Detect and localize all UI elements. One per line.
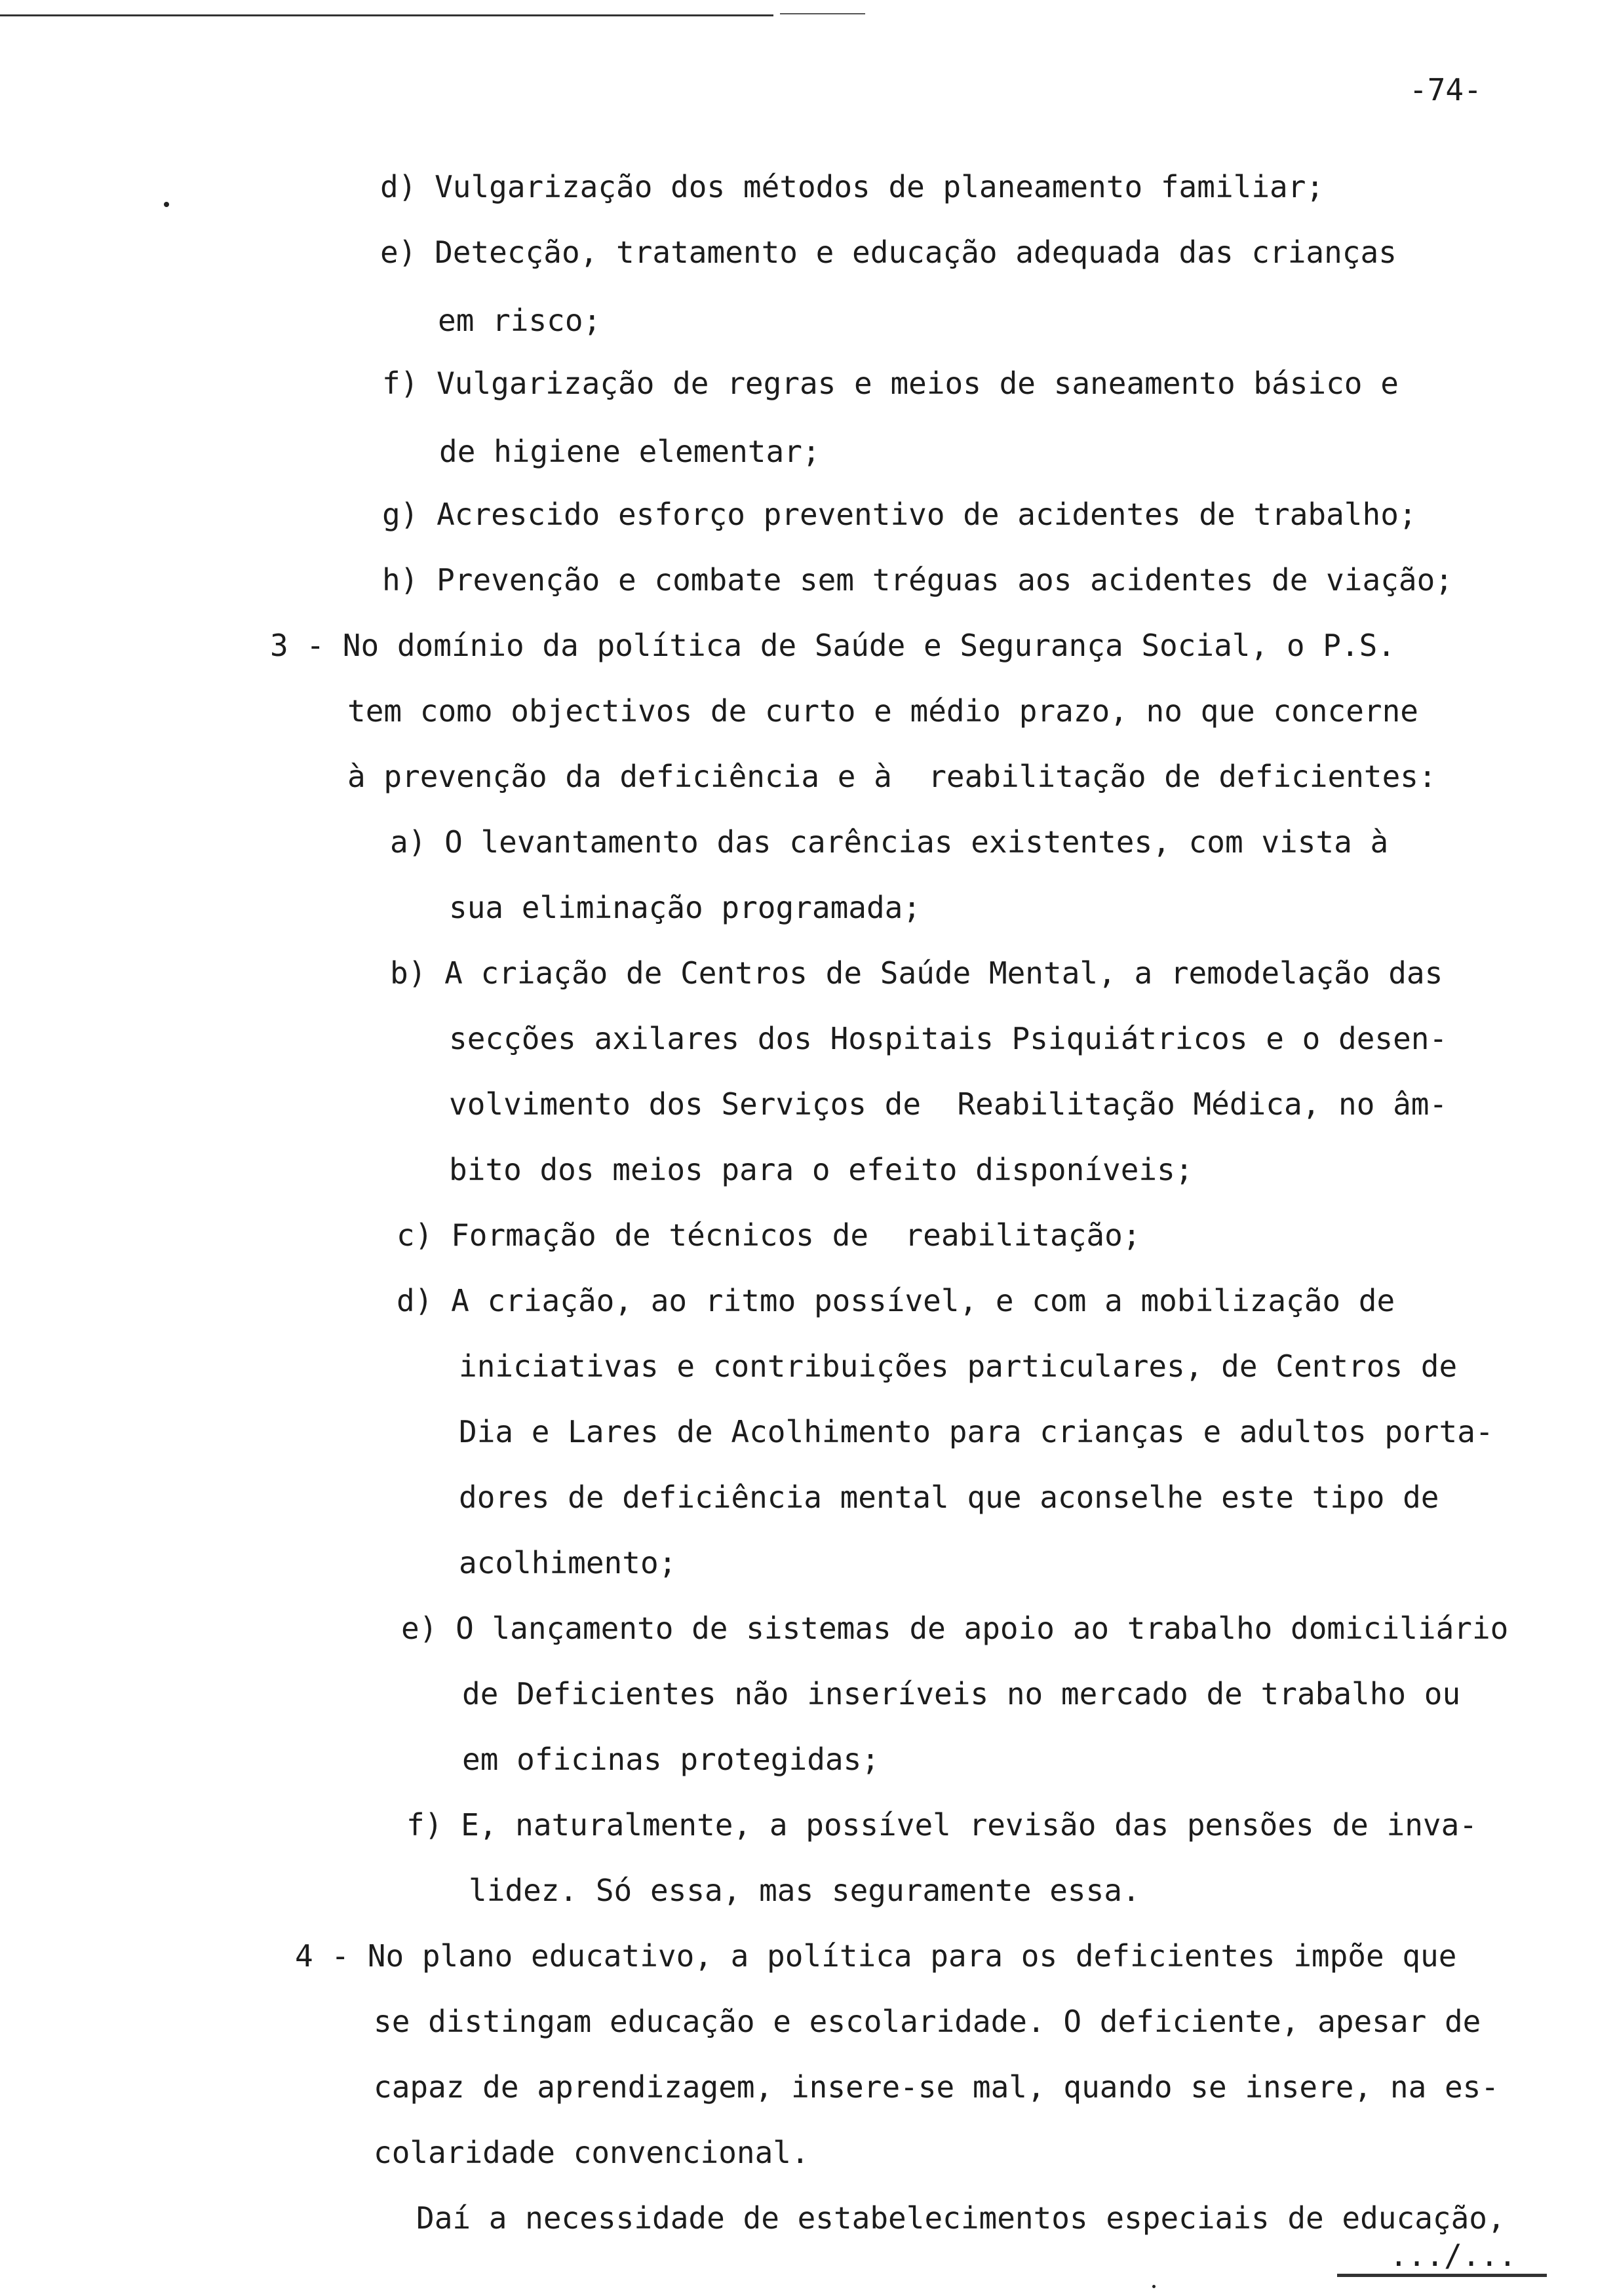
text-line: capaz de aprendizagem, insere-se mal, quando se insere, na es- — [374, 2069, 1500, 2105]
text-line: g) Acrescido esforço preventivo de acidentes de trabalho; — [382, 497, 1417, 532]
text-line: acolhimento; — [459, 1545, 677, 1580]
text-line: tem como objectivos de curto e médio prazo, no que concerne — [347, 693, 1418, 729]
stray-mark — [164, 202, 169, 207]
text-line: se distingam educação e escolaridade. O deficiente, apesar de — [374, 2004, 1481, 2039]
text-line: 4 - No plano educativo, a política para os deficientes impõe que — [295, 1938, 1457, 1974]
text-line: f) E, naturalmente, a possível revisão das pensões de inva- — [406, 1807, 1477, 1843]
text-line: lidez. Só essa, mas seguramente essa. — [469, 1873, 1140, 1908]
text-line: de higiene elementar; — [439, 434, 821, 469]
text-line: h) Prevenção e combate sem tréguas aos acidentes de viação; — [382, 562, 1453, 598]
text-line: volvimento dos Serviços de Reabilitação Médica, no âm- — [449, 1086, 1448, 1122]
text-line: e) Detecção, tratamento e educação adequada das crianças — [380, 235, 1397, 270]
text-line: iniciativas e contribuições particulares, de Centros de — [459, 1349, 1458, 1384]
text-line: e) O lançamento de sistemas de apoio ao trabalho domiciliário — [401, 1611, 1509, 1646]
text-line: f) Vulgarização de regras e meios de saneamento básico e — [382, 366, 1399, 401]
text-line: dores de deficiência mental que aconselhe este tipo de — [459, 1480, 1439, 1515]
text-line: d) A criação, ao ritmo possível, e com a mobilização de — [397, 1283, 1395, 1318]
text-line: a) O levantamento das carências existentes, com vista à — [390, 824, 1389, 860]
text-line: Dia e Lares de Acolhimento para crianças e adultos porta- — [459, 1414, 1494, 1449]
text-line: Daí a necessidade de estabelecimentos especiais de educação, — [416, 2200, 1506, 2236]
text-line: colaridade convencional. — [374, 2135, 809, 2170]
continuation-mark: .../... — [1390, 2238, 1517, 2273]
bottom-rule — [1337, 2274, 1547, 2277]
text-line: em risco; — [438, 303, 602, 338]
text-line: d) Vulgarização dos métodos de planeamento familiar; — [380, 169, 1325, 204]
text-line: de Deficientes não inseríveis no mercado de trabalho ou — [462, 1676, 1461, 1712]
page-number: -74- — [1409, 72, 1482, 107]
text-line: c) Formação de técnicos de reabilitação; — [397, 1217, 1141, 1253]
text-line: secções axilares dos Hospitais Psiquiátricos e o desen- — [449, 1021, 1448, 1056]
stray-mark — [1152, 2285, 1156, 2288]
top-rule — [0, 14, 773, 16]
text-line: 3 - No domínio da política de Saúde e Segurança Social, o P.S. — [270, 628, 1396, 663]
text-line: b) A criação de Centros de Saúde Mental, a remodelação das — [390, 955, 1443, 991]
top-rule-fragment — [780, 13, 865, 14]
text-line: em oficinas protegidas; — [462, 1742, 880, 1777]
text-line: bito dos meios para o efeito disponíveis; — [449, 1152, 1194, 1187]
text-line: sua eliminação programada; — [449, 890, 922, 925]
text-line: à prevenção da deficiência e à reabilitação de deficientes: — [347, 759, 1437, 794]
